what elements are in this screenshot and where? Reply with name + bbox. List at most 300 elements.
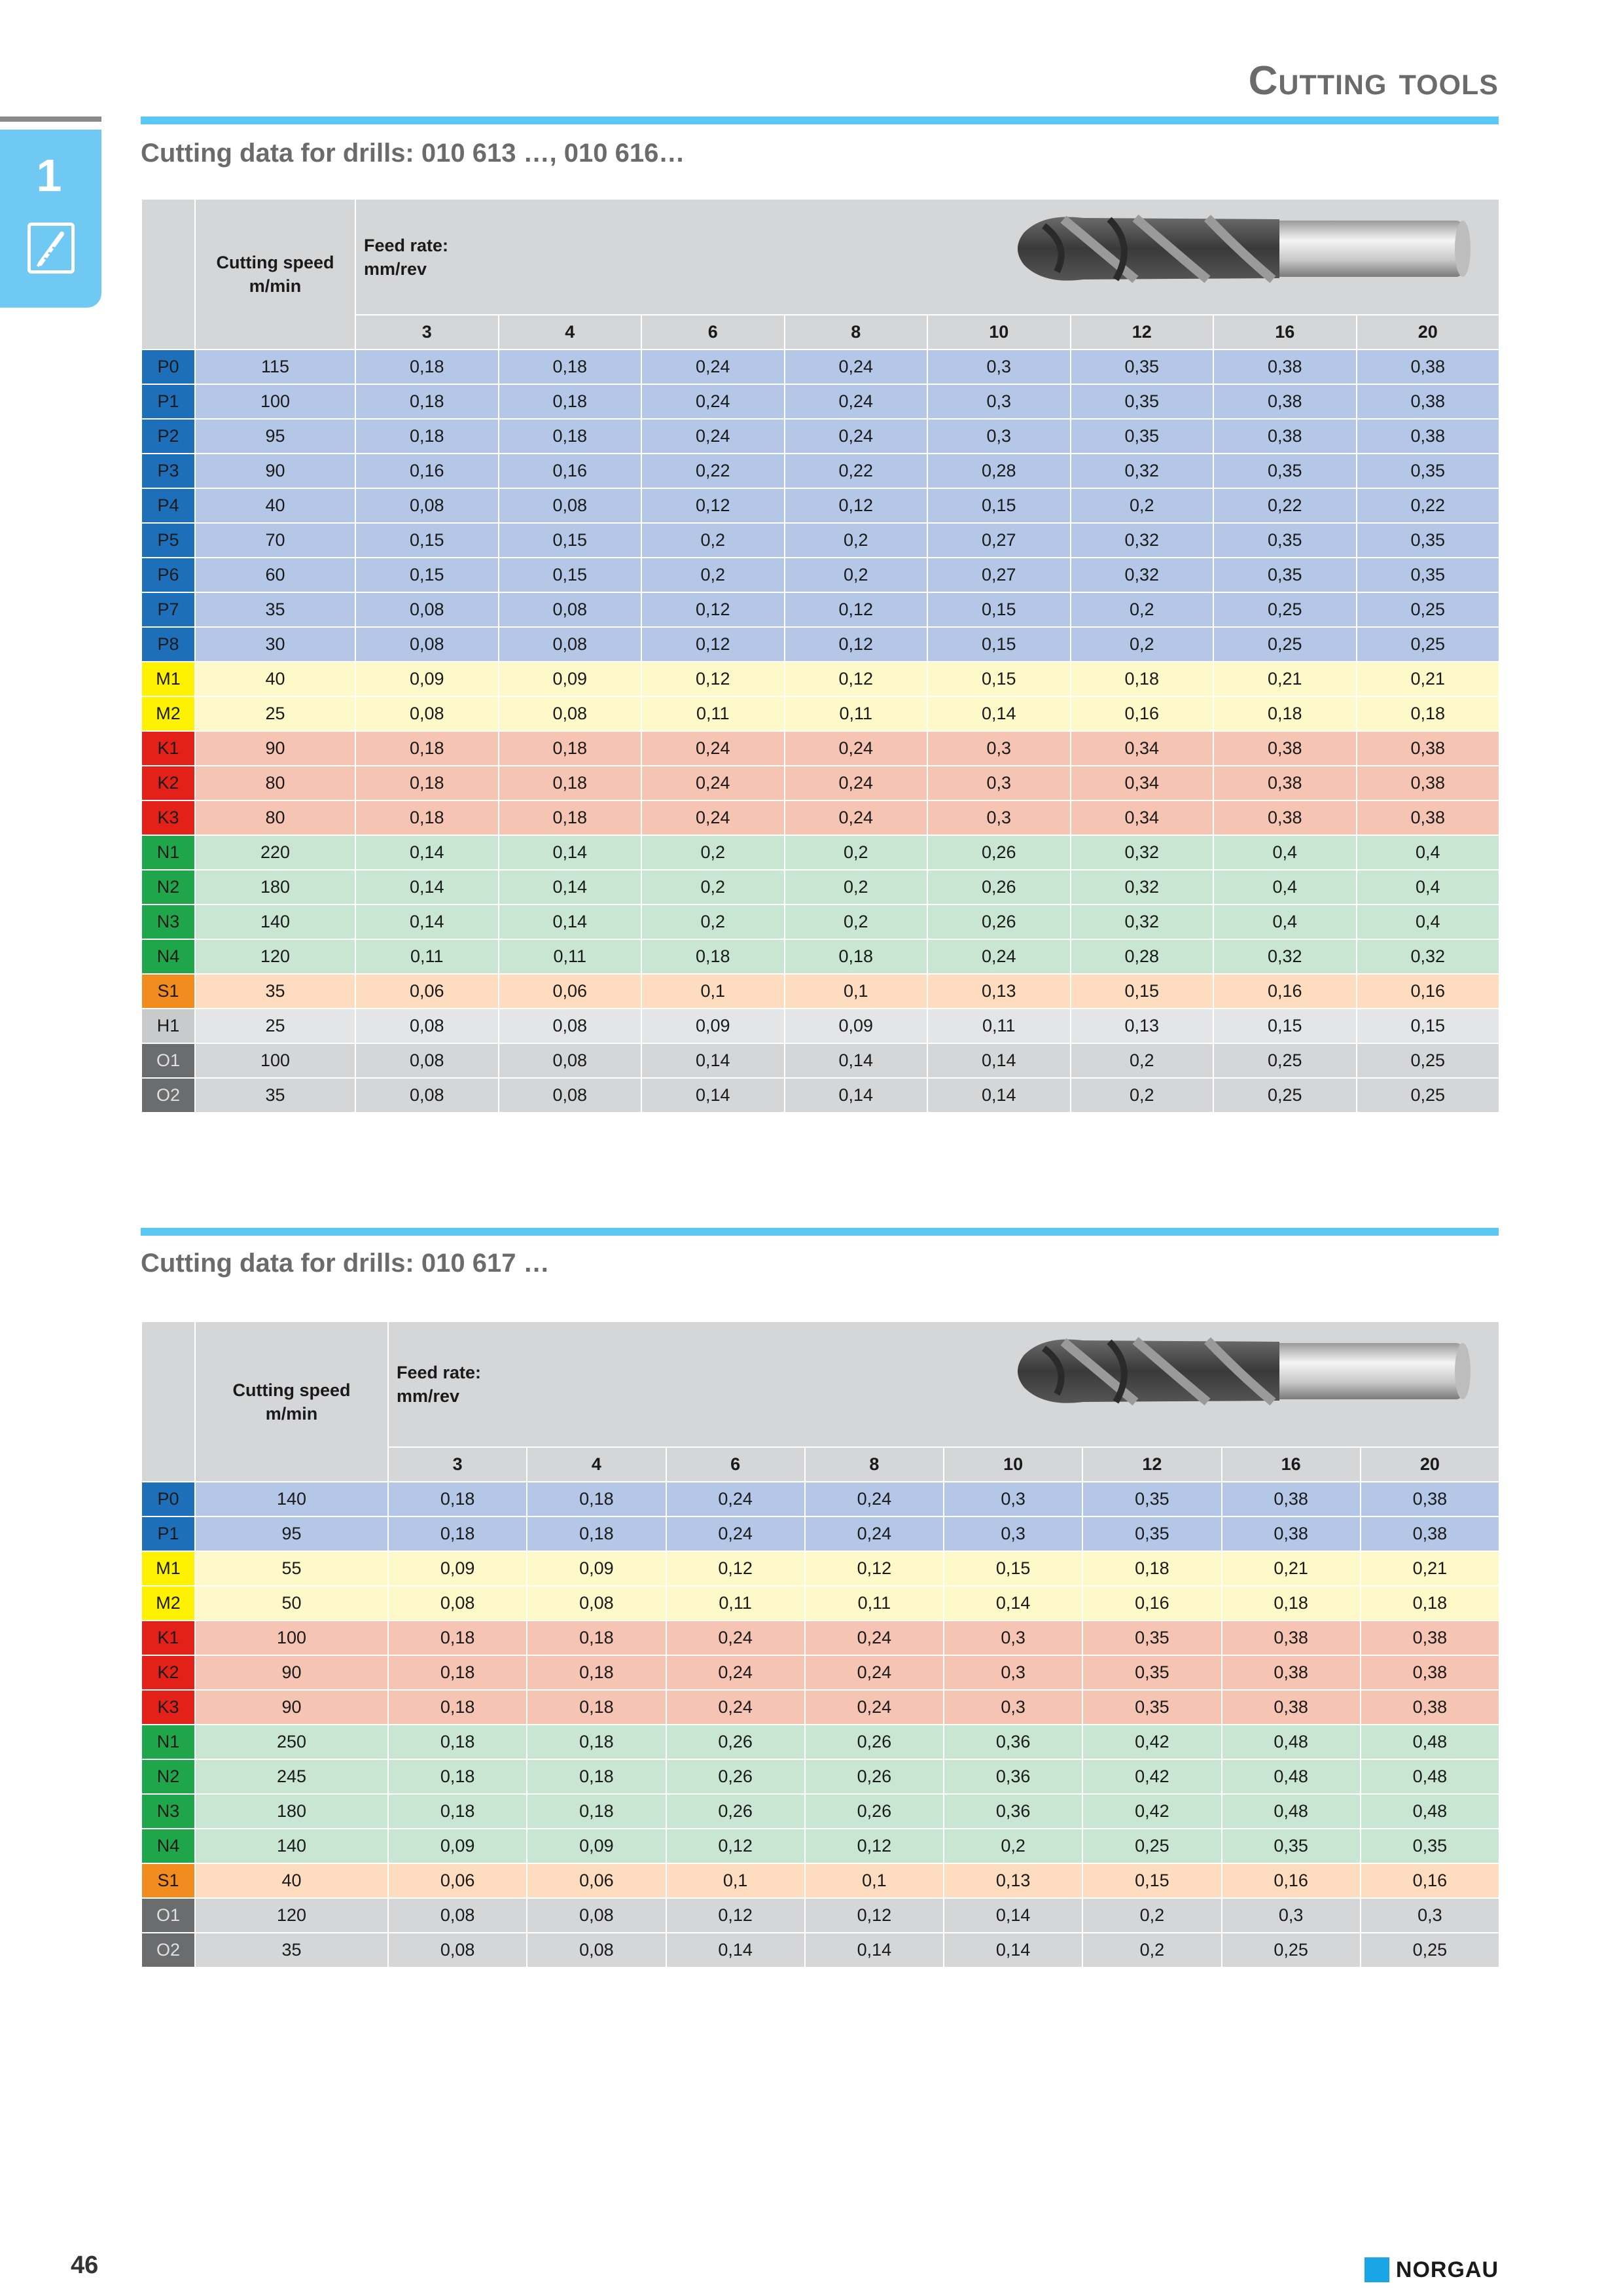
table-row (141, 627, 1499, 662)
feed-rate-cell: 0,18 (388, 1759, 527, 1794)
diameter-header-cell: 4 (527, 1447, 666, 1482)
material-code-cell: O2 (141, 1933, 195, 1967)
feed-rate-cell: 0,14 (641, 1078, 785, 1113)
feed-rate-cell: 0,38 (1357, 350, 1500, 384)
cutting-speed-cell: 180 (195, 1794, 388, 1829)
cutting-speed-cell: 35 (195, 1078, 355, 1113)
cutting-speed-cell: 40 (195, 662, 355, 696)
feed-rate-cell: 0,09 (527, 1829, 666, 1863)
feed-rate-cell: 0,38 (1357, 766, 1500, 800)
material-code-cell: P5 (141, 523, 195, 558)
feed-rate-cell: 0,24 (805, 1516, 944, 1551)
table-row (141, 1621, 1499, 1655)
feed-rate-cell: 0,12 (666, 1898, 805, 1933)
feed-rate-cell: 0,38 (1213, 800, 1357, 835)
material-code-cell: O1 (141, 1043, 195, 1078)
cutting-speed-cell: 100 (195, 1043, 355, 1078)
drill-image-icon (1001, 1329, 1479, 1414)
feed-rate-cell: 0,48 (1222, 1794, 1361, 1829)
feed-rate-cell: 0,21 (1357, 662, 1500, 696)
feed-rate-cell: 0,18 (1071, 662, 1214, 696)
feed-rate-cell: 0,25 (1082, 1829, 1221, 1863)
feed-rate-cell: 0,25 (1213, 627, 1357, 662)
feed-rate-cell: 0,36 (944, 1725, 1082, 1759)
feed-rate-cell: 0,4 (1213, 835, 1357, 870)
feed-rate-cell: 0,08 (499, 1078, 642, 1113)
feed-rate-cell: 0,12 (641, 662, 785, 696)
feed-rate-cell: 0,26 (666, 1794, 805, 1829)
feed-rate-cell: 0,18 (499, 731, 642, 766)
feed-rate-cell: 0,09 (499, 662, 642, 696)
feed-rate-cell: 0,12 (641, 488, 785, 523)
feed-rate-cell: 0,15 (355, 523, 499, 558)
feed-rate-cell: 0,15 (499, 558, 642, 592)
feed-rate-cell: 0,08 (355, 488, 499, 523)
feed-rate-cell: 0,18 (355, 731, 499, 766)
material-code-cell: K2 (141, 766, 195, 800)
cutting-speed-cell: 140 (195, 1482, 388, 1516)
feed-rate-cell: 0,25 (1357, 1043, 1500, 1078)
material-code-cell: K2 (141, 1655, 195, 1690)
feed-rate-cell: 0,24 (785, 350, 928, 384)
material-code-cell: M2 (141, 1586, 195, 1621)
material-code-cell: N3 (141, 905, 195, 939)
cutting-speed-unit: m/min (249, 276, 302, 296)
feed-rate-cell: 0,15 (355, 558, 499, 592)
feed-rate-cell: 0,38 (1357, 800, 1500, 835)
feed-rate-cell: 0,18 (355, 419, 499, 454)
material-code-cell: S1 (141, 1863, 195, 1898)
feed-rate-cell: 0,35 (1082, 1655, 1221, 1690)
feed-rate-cell: 0,27 (927, 558, 1071, 592)
feed-rate-cell: 0,08 (499, 488, 642, 523)
feed-rate-cell: 0,13 (1071, 1009, 1214, 1043)
cutting-data-table-2 (141, 1321, 1500, 1968)
feed-rate-cell: 0,18 (1361, 1586, 1499, 1621)
feed-rate-cell: 0,2 (785, 558, 928, 592)
cutting-speed-cell: 35 (195, 592, 355, 627)
feed-rate-cell: 0,38 (1361, 1655, 1499, 1690)
feed-rate-cell: 0,24 (641, 800, 785, 835)
feed-rate-cell: 0,2 (785, 835, 928, 870)
diameter-header-cell: 10 (927, 315, 1071, 350)
feed-rate-cell: 0,42 (1082, 1794, 1221, 1829)
feed-rate-cell: 0,08 (355, 1078, 499, 1113)
brand-name: NORGAU (1395, 2257, 1499, 2282)
diameter-header-cell: 16 (1213, 315, 1357, 350)
feed-rate-cell: 0,15 (1357, 1009, 1500, 1043)
cutting-speed-cell: 245 (195, 1759, 388, 1794)
material-code-cell: K3 (141, 1690, 195, 1725)
feed-rate-cell: 0,38 (1213, 731, 1357, 766)
feed-rate-cell: 0,26 (805, 1725, 944, 1759)
feed-rate-cell: 0,2 (641, 870, 785, 905)
feed-rate-cell: 0,38 (1361, 1516, 1499, 1551)
table-row (141, 939, 1499, 974)
feed-rate-cell: 0,35 (1213, 454, 1357, 488)
feed-rate-cell: 0,35 (1071, 350, 1214, 384)
diameter-header-cell: 8 (805, 1447, 944, 1482)
feed-rate-cell: 0,18 (527, 1759, 666, 1794)
feed-rate-cell: 0,14 (785, 1043, 928, 1078)
feed-rate-cell: 0,18 (785, 939, 928, 974)
feed-rate-cell: 0,3 (944, 1655, 1082, 1690)
material-code-cell: P0 (141, 350, 195, 384)
cutting-speed-cell: 180 (195, 870, 355, 905)
table-row (141, 1043, 1499, 1078)
feed-rate-cell: 0,18 (1357, 696, 1500, 731)
material-code-cell: O2 (141, 1078, 195, 1113)
feed-rate-cell: 0,25 (1222, 1933, 1361, 1967)
feed-rate-cell: 0,08 (527, 1933, 666, 1967)
cutting-speed-cell: 40 (195, 1863, 388, 1898)
cutting-speed-cell: 220 (195, 835, 355, 870)
feed-rate-cell: 0,24 (805, 1655, 944, 1690)
feed-rate-cell: 0,15 (927, 662, 1071, 696)
chapter-number: 1 (36, 150, 62, 201)
feed-rate-cell: 0,48 (1361, 1759, 1499, 1794)
material-code-cell: M1 (141, 662, 195, 696)
feed-rate-unit: mm/rev (364, 259, 427, 279)
feed-rate-cell: 0,18 (527, 1725, 666, 1759)
feed-rate-cell: 0,42 (1082, 1725, 1221, 1759)
feed-rate-cell: 0,24 (666, 1655, 805, 1690)
feed-rate-cell: 0,24 (927, 939, 1071, 974)
feed-rate-cell: 0,12 (785, 662, 928, 696)
cutting-speed-cell: 115 (195, 350, 355, 384)
feed-rate-cell: 0,18 (388, 1655, 527, 1690)
table-row (141, 1586, 1499, 1621)
feed-rate-header (355, 199, 1499, 315)
feed-rate-cell: 0,1 (641, 974, 785, 1009)
feed-rate-cell: 0,2 (785, 523, 928, 558)
cutting-speed-cell: 50 (195, 1586, 388, 1621)
feed-rate-cell: 0,24 (666, 1621, 805, 1655)
feed-rate-cell: 0,35 (1213, 558, 1357, 592)
feed-rate-cell: 0,24 (666, 1482, 805, 1516)
feed-rate-cell: 0,18 (388, 1621, 527, 1655)
feed-rate-cell: 0,11 (785, 696, 928, 731)
diameter-header-cell: 4 (499, 315, 642, 350)
feed-rate-cell: 0,18 (527, 1690, 666, 1725)
brand-square-icon (1364, 2257, 1389, 2282)
cutting-speed-cell: 90 (195, 1690, 388, 1725)
feed-rate-cell: 0,26 (927, 835, 1071, 870)
feed-rate-cell: 0,48 (1361, 1725, 1499, 1759)
cutting-speed-label: Cutting speed (232, 1380, 351, 1400)
feed-rate-cell: 0,3 (944, 1690, 1082, 1725)
feed-rate-cell: 0,25 (1357, 1078, 1500, 1113)
material-code-cell: N1 (141, 1725, 195, 1759)
feed-rate-cell: 0,38 (1357, 731, 1500, 766)
feed-rate-cell: 0,34 (1071, 731, 1214, 766)
feed-rate-cell: 0,25 (1213, 1078, 1357, 1113)
feed-rate-cell: 0,38 (1361, 1690, 1499, 1725)
feed-rate-cell: 0,38 (1213, 419, 1357, 454)
material-code-cell: P2 (141, 419, 195, 454)
feed-rate-cell: 0,2 (1071, 1043, 1214, 1078)
feed-rate-cell: 0,18 (527, 1794, 666, 1829)
feed-rate-cell: 0,14 (944, 1933, 1082, 1967)
feed-rate-cell: 0,24 (785, 419, 928, 454)
feed-rate-cell: 0,38 (1222, 1655, 1361, 1690)
diameter-header-cell: 20 (1357, 315, 1500, 350)
feed-rate-cell: 0,26 (666, 1725, 805, 1759)
feed-rate-cell: 0,24 (785, 384, 928, 419)
table-row (141, 1933, 1499, 1967)
feed-rate-cell: 0,22 (1213, 488, 1357, 523)
feed-rate-cell: 0,08 (499, 627, 642, 662)
feed-rate-cell: 0,12 (641, 627, 785, 662)
feed-rate-cell: 0,18 (1213, 696, 1357, 731)
feed-rate-cell: 0,16 (355, 454, 499, 488)
feed-rate-cell: 0,24 (641, 419, 785, 454)
feed-rate-cell: 0,38 (1222, 1690, 1361, 1725)
feed-rate-unit: mm/rev (397, 1386, 460, 1406)
feed-rate-cell: 0,18 (527, 1655, 666, 1690)
material-code-cell: N4 (141, 939, 195, 974)
cutting-speed-cell: 60 (195, 558, 355, 592)
feed-rate-cell: 0,35 (1222, 1829, 1361, 1863)
feed-rate-cell: 0,4 (1357, 835, 1500, 870)
feed-rate-cell: 0,38 (1213, 384, 1357, 419)
diameter-header-cell: 3 (388, 1447, 527, 1482)
feed-rate-cell: 0,18 (355, 350, 499, 384)
feed-rate-cell: 0,28 (927, 454, 1071, 488)
feed-rate-cell: 0,38 (1222, 1621, 1361, 1655)
feed-rate-cell: 0,18 (388, 1516, 527, 1551)
feed-rate-cell: 0,13 (944, 1863, 1082, 1898)
feed-rate-cell: 0,18 (527, 1516, 666, 1551)
material-code-cell: M2 (141, 696, 195, 731)
cutting-speed-cell: 120 (195, 939, 355, 974)
section-title-1: Cutting data for drills: 010 613 …, 010 616… (141, 139, 685, 168)
feed-rate-cell: 0,08 (355, 627, 499, 662)
feed-rate-cell: 0,14 (666, 1933, 805, 1967)
feed-rate-cell: 0,16 (1082, 1586, 1221, 1621)
table-row (141, 1690, 1499, 1725)
feed-rate-cell: 0,14 (927, 1078, 1071, 1113)
feed-rate-cell: 0,22 (1357, 488, 1500, 523)
feed-rate-cell: 0,27 (927, 523, 1071, 558)
diameter-header-cell: 6 (666, 1447, 805, 1482)
feed-rate-cell: 0,12 (805, 1898, 944, 1933)
material-code-cell: P3 (141, 454, 195, 488)
feed-rate-cell: 0,14 (499, 870, 642, 905)
feed-rate-cell: 0,18 (388, 1690, 527, 1725)
table-row (141, 1009, 1499, 1043)
feed-rate-cell: 0,36 (944, 1759, 1082, 1794)
table-row (141, 1759, 1499, 1794)
feed-rate-cell: 0,26 (666, 1759, 805, 1794)
feed-rate-cell: 0,14 (355, 835, 499, 870)
feed-rate-cell: 0,15 (944, 1551, 1082, 1586)
diameter-header-cell: 12 (1082, 1447, 1221, 1482)
feed-rate-cell: 0,08 (355, 696, 499, 731)
feed-rate-cell: 0,3 (927, 800, 1071, 835)
cutting-speed-cell: 70 (195, 523, 355, 558)
feed-rate-cell: 0,12 (785, 488, 928, 523)
feed-rate-cell: 0,32 (1071, 835, 1214, 870)
feed-rate-cell: 0,35 (1357, 454, 1500, 488)
feed-rate-cell: 0,14 (944, 1586, 1082, 1621)
material-code-cell: S1 (141, 974, 195, 1009)
feed-rate-cell: 0,24 (805, 1482, 944, 1516)
feed-rate-cell: 0,08 (527, 1586, 666, 1621)
feed-rate-cell: 0,12 (785, 627, 928, 662)
feed-rate-cell: 0,15 (1213, 1009, 1357, 1043)
diameter-header-cell: 12 (1071, 315, 1214, 350)
feed-rate-cell: 0,2 (785, 870, 928, 905)
feed-rate-cell: 0,16 (1213, 974, 1357, 1009)
feed-rate-cell: 0,38 (1357, 419, 1500, 454)
feed-rate-cell: 0,2 (641, 558, 785, 592)
feed-rate-cell: 0,21 (1222, 1551, 1361, 1586)
feed-rate-cell: 0,2 (1071, 488, 1214, 523)
feed-rate-cell: 0,3 (927, 731, 1071, 766)
feed-rate-cell: 0,3 (927, 419, 1071, 454)
feed-rate-cell: 0,35 (1071, 419, 1214, 454)
feed-rate-cell: 0,35 (1082, 1482, 1221, 1516)
feed-rate-cell: 0,38 (1357, 384, 1500, 419)
diameter-header-cell: 20 (1361, 1447, 1499, 1482)
feed-rate-cell: 0,12 (785, 592, 928, 627)
feed-rate-cell: 0,35 (1082, 1621, 1221, 1655)
feed-rate-cell: 0,06 (388, 1863, 527, 1898)
feed-rate-cell: 0,15 (1082, 1863, 1221, 1898)
cutting-data-table-1 (141, 198, 1500, 1113)
feed-rate-cell: 0,38 (1213, 766, 1357, 800)
feed-rate-cell: 0,32 (1357, 939, 1500, 974)
cutting-speed-cell: 90 (195, 454, 355, 488)
feed-rate-cell: 0,3 (1222, 1898, 1361, 1933)
feed-rate-cell: 0,24 (641, 766, 785, 800)
feed-rate-cell: 0,14 (641, 1043, 785, 1078)
cutting-speed-cell: 80 (195, 800, 355, 835)
feed-rate-header (388, 1321, 1499, 1447)
feed-rate-label: Feed rate: (364, 235, 449, 255)
table-row (141, 454, 1499, 488)
material-code-cell: H1 (141, 1009, 195, 1043)
diameter-header-cell: 3 (355, 315, 499, 350)
side-tab-topline (0, 117, 101, 122)
feed-rate-cell: 0,48 (1361, 1794, 1499, 1829)
table-row (141, 523, 1499, 558)
feed-rate-cell: 0,1 (805, 1863, 944, 1898)
feed-rate-cell: 0,1 (785, 974, 928, 1009)
cutting-speed-cell: 35 (195, 1933, 388, 1967)
feed-rate-cell: 0,14 (944, 1898, 1082, 1933)
feed-rate-cell: 0,08 (355, 1009, 499, 1043)
feed-rate-cell: 0,06 (499, 974, 642, 1009)
feed-rate-cell: 0,38 (1361, 1482, 1499, 1516)
page-number: 46 (71, 2251, 99, 2279)
feed-rate-cell: 0,18 (1222, 1586, 1361, 1621)
feed-rate-cell: 0,24 (805, 1621, 944, 1655)
feed-rate-cell: 0,14 (927, 696, 1071, 731)
feed-rate-cell: 0,09 (641, 1009, 785, 1043)
table-header-row (141, 199, 1499, 315)
table-row (141, 662, 1499, 696)
feed-rate-cell: 0,38 (1213, 350, 1357, 384)
table-row (141, 1655, 1499, 1690)
feed-rate-cell: 0,14 (785, 1078, 928, 1113)
diameter-header-cell: 16 (1222, 1447, 1361, 1482)
feed-rate-cell: 0,24 (641, 350, 785, 384)
material-code-cell: N2 (141, 870, 195, 905)
feed-rate-cell: 0,25 (1361, 1933, 1499, 1967)
feed-rate-cell: 0,08 (499, 696, 642, 731)
feed-rate-cell: 0,18 (355, 766, 499, 800)
cutting-speed-cell: 55 (195, 1551, 388, 1586)
feed-rate-cell: 0,35 (1357, 558, 1500, 592)
material-code-cell: N2 (141, 1759, 195, 1794)
feed-rate-cell: 0,11 (666, 1586, 805, 1621)
feed-rate-cell: 0,08 (388, 1898, 527, 1933)
cutting-speed-cell: 95 (195, 419, 355, 454)
table-row (141, 696, 1499, 731)
feed-rate-cell: 0,4 (1357, 905, 1500, 939)
cutting-speed-cell: 90 (195, 1655, 388, 1690)
feed-rate-cell: 0,38 (1222, 1516, 1361, 1551)
diameter-header-cell: 10 (944, 1447, 1082, 1482)
feed-rate-cell: 0,14 (499, 905, 642, 939)
material-code-cell: P1 (141, 1516, 195, 1551)
feed-rate-cell: 0,12 (641, 592, 785, 627)
diameter-header-cell: 8 (785, 315, 928, 350)
table-row (141, 419, 1499, 454)
material-code-cell: N3 (141, 1794, 195, 1829)
cutting-speed-cell: 140 (195, 905, 355, 939)
feed-rate-cell: 0,24 (666, 1516, 805, 1551)
feed-rate-cell: 0,35 (1082, 1516, 1221, 1551)
feed-rate-cell: 0,25 (1213, 1043, 1357, 1078)
feed-rate-cell: 0,14 (355, 905, 499, 939)
feed-rate-cell: 0,22 (785, 454, 928, 488)
feed-rate-cell: 0,26 (805, 1759, 944, 1794)
feed-rate-cell: 0,28 (1071, 939, 1214, 974)
feed-rate-cell: 0,09 (527, 1551, 666, 1586)
table-header-row (141, 1321, 1499, 1447)
feed-rate-cell: 0,18 (527, 1482, 666, 1516)
feed-rate-cell: 0,18 (388, 1725, 527, 1759)
feed-rate-cell: 0,26 (805, 1794, 944, 1829)
feed-rate-cell: 0,18 (499, 384, 642, 419)
feed-rate-cell: 0,35 (1213, 523, 1357, 558)
feed-rate-cell: 0,3 (927, 350, 1071, 384)
feed-rate-cell: 0,12 (805, 1551, 944, 1586)
feed-rate-cell: 0,11 (805, 1586, 944, 1621)
table-row (141, 1794, 1499, 1829)
table-row (141, 1482, 1499, 1516)
feed-rate-cell: 0,12 (666, 1551, 805, 1586)
table-row (141, 592, 1499, 627)
feed-rate-cell: 0,32 (1071, 454, 1214, 488)
feed-rate-cell: 0,08 (499, 1009, 642, 1043)
feed-rate-cell: 0,12 (805, 1829, 944, 1863)
diameter-header-cell: 6 (641, 315, 785, 350)
header-rule (141, 117, 1499, 124)
feed-rate-cell: 0,08 (499, 592, 642, 627)
material-code-cell: K3 (141, 800, 195, 835)
feed-rate-cell: 0,3 (944, 1482, 1082, 1516)
feed-rate-cell: 0,21 (1213, 662, 1357, 696)
feed-rate-cell: 0,16 (1071, 696, 1214, 731)
table-row (141, 1725, 1499, 1759)
table-row (141, 1516, 1499, 1551)
feed-rate-cell: 0,08 (527, 1898, 666, 1933)
feed-rate-cell: 0,3 (927, 766, 1071, 800)
